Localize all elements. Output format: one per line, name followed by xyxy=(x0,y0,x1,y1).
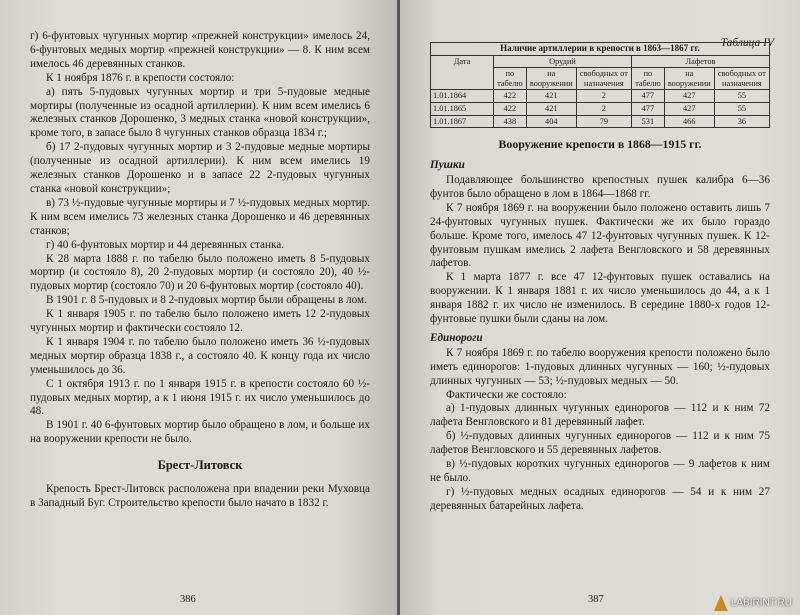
table-label: Таблица IV xyxy=(720,37,774,49)
paragraph: В 1901 г. 40 6-фунтовых мортир было обращено в лом, и больше их на вооружении крепости не было. xyxy=(30,419,370,446)
left-text-column xyxy=(30,30,370,511)
group-carriages-header: Лафетов xyxy=(631,55,769,68)
cell: 427 xyxy=(664,102,714,115)
paragraph: г) ½-пудовых медных осадных единорогов — 54 и к ним 27 деревянных батарейных лафета. xyxy=(430,485,770,512)
table-row xyxy=(431,90,770,103)
page-number: 386 xyxy=(180,594,196,605)
table-caption: Наличие артиллерии в крепости в 1863—1867 гг. xyxy=(431,43,770,56)
row-date: 1.01.1865 xyxy=(431,102,494,115)
sub-header: по табелю xyxy=(494,68,527,90)
right-text-column xyxy=(430,42,770,514)
cell: 421 xyxy=(526,102,576,115)
row-date: 1.01.1867 xyxy=(431,115,494,128)
cell: 477 xyxy=(631,90,664,103)
sub-header: на вооружении xyxy=(664,68,714,90)
row-date: 1.01.1864 xyxy=(431,90,494,103)
right-page xyxy=(400,0,800,615)
paragraph: К 1 ноября 1876 г. в крепости состояло: xyxy=(46,71,235,84)
paragraph: а) пять 5-пудовых чугунных мортир и три 5-пудовые медные мортиры (полученные из осадной артиллерии). К ним всем имелись 6 железных станков Дорошенко, 3 медных станка «новой конструкции», кроме того, в запасе было 8 чугунных станков образца 1834 г.; xyxy=(30,85,370,140)
labirint-logo-icon xyxy=(714,595,728,611)
page-number: 387 xyxy=(588,594,604,605)
left-page xyxy=(0,0,397,615)
cell: 421 xyxy=(526,90,576,103)
paragraph: Фактически же состояло: xyxy=(446,388,567,401)
subsection-title-guns: Пушки xyxy=(430,159,465,172)
paragraph: а) 1-пудовых длинных чугунных единорогов — 112 и к ним 72 лафета Венгловского и 81 деревянный лафет. xyxy=(430,402,770,429)
cell: 466 xyxy=(664,115,714,128)
paragraph: б) ½-пудовых длинных чугунных единорогов — 112 и к ним 75 лафетов Венгловского и 55 деревянных лафетов. xyxy=(430,430,770,457)
paragraph: В 1901 г. 8 5-пудовых и 8 2-пудовых мортир были обращены в лом. xyxy=(46,294,367,307)
watermark-text: LABIRINT.RU xyxy=(730,597,792,609)
section-title: Вооружение крепости в 1868—1915 гг. xyxy=(498,137,702,152)
paragraph: С 1 октября 1913 г. по 1 января 1915 г. в крепости состояло 60 ½-пудовых медных мортир, а к 1 июня 1915 г. их число уменьшилось до 48. xyxy=(30,377,370,418)
cell: 477 xyxy=(631,102,664,115)
paragraph: в) 73 ½-пудовые чугунные мортиры и 7 ½-пудовых медных мортир. К ним всем имелись 73 железных станка Дорошенко и 46 деревянных станков; xyxy=(30,196,370,237)
sub-header: свободных от назначения xyxy=(576,68,631,90)
cell: 55 xyxy=(714,102,769,115)
sub-header: на вооружении xyxy=(526,68,576,90)
paragraph: г) 40 6-фунтовых мортир и 44 деревянных станка. xyxy=(46,238,284,251)
paragraph: б) 17 2-пудовых чугунных мортир и 3 2-пудовые медные мортиры (полученные из осадной артиллерии). К ним всем имелись 19 железных станков Дорошенко и в запасе 22 2-пудовых чугунных станка «новой конструкции»; xyxy=(30,141,370,195)
subsection-title-unicorns: Единороги xyxy=(430,331,483,344)
col-date-header: Дата xyxy=(431,55,494,90)
cell: 422 xyxy=(494,102,527,115)
section-title: Брест-Литовск xyxy=(157,458,243,473)
paragraph: К 7 ноября 1869 г. на вооружении было положено оставить лишь 7 24-фунтовых чугунных пушек. Фактически же их было гораздо больше. Кроме того, имелось 47 12-фунтовых чугунных пушек. К 12-фунтовым пушкам имелись 2 лафета Венгловского и 58 деревянных лафетов. xyxy=(430,201,770,270)
cell: 404 xyxy=(526,115,576,128)
artillery-table xyxy=(430,42,770,128)
table-row xyxy=(431,102,770,115)
cell: 2 xyxy=(576,90,631,103)
paragraph: К 7 ноября 1869 г. по табелю вооружения крепости положено было иметь единорогов: 1-пудовых длинных чугунных — 160; ½-пудовых длинных чугунных — 53; ½-пудовых медных — 50. xyxy=(430,346,770,387)
cell: 438 xyxy=(494,115,527,128)
table-row xyxy=(431,115,770,128)
cell: 55 xyxy=(714,90,769,103)
sub-header: свободных от назначения xyxy=(714,68,769,90)
cell: 36 xyxy=(714,115,769,128)
paragraph: Подавляющее большинство крепостных пушек калибра 6—36 фунтов было обращено в лом в 1864—1868 гг. xyxy=(430,173,770,200)
paragraph: г) 6-фунтовых чугунных мортир «прежней конструкции» имелось 24, 6-фунтовых медных мортир «прежней конструкции» — 8. К ним всем имелось 46 деревянных станков. xyxy=(30,30,370,70)
paragraph: К 1 марта 1877 г. все 47 12-фунтовых пушек оставались на вооружении. К 1 января 1881 г. их число уменьшилось до 44, а к 1 января 1882 г. их число не изменилось. В середине 1880-х годов 12-фунтовые пушки были сданы на лом. xyxy=(430,271,770,326)
paragraph: в) ½-пудовых коротких чугунных единорогов — 9 лафетов к ним не было. xyxy=(430,458,770,484)
cell: 531 xyxy=(631,115,664,128)
group-guns-header: Орудий xyxy=(494,55,632,68)
paragraph: К 1 января 1905 г. по табелю было положено иметь 12 2-пудовых чугунных мортир и фактически состояло 12. xyxy=(30,308,370,335)
paragraph: К 28 марта 1888 г. по табелю было положено иметь 8 5-пудовых мортир (и состояло 8), 20 2-пудовых мортир (и состояло 20), 40 ½-пудовых мортир (состояло 70) и 20 6-фунтовых мортир (состояло 40). xyxy=(30,252,370,293)
watermark xyxy=(714,595,792,611)
cell: 422 xyxy=(494,90,527,103)
cell: 2 xyxy=(576,102,631,115)
cell: 427 xyxy=(664,90,714,103)
cell: 79 xyxy=(576,115,631,128)
paragraph: К 1 января 1904 г. по табелю было положено иметь 36 ½-пудовых медных мортир образца 1838 г., а состояло 40. К концу года их число уменьшилось до 36. xyxy=(30,335,370,376)
sub-header: по табелю xyxy=(631,68,664,90)
paragraph: Крепость Брест-Литовск расположена при впадении реки Муховца в Западный Буг. Строительство крепости было начато в 1832 г. xyxy=(30,483,370,509)
